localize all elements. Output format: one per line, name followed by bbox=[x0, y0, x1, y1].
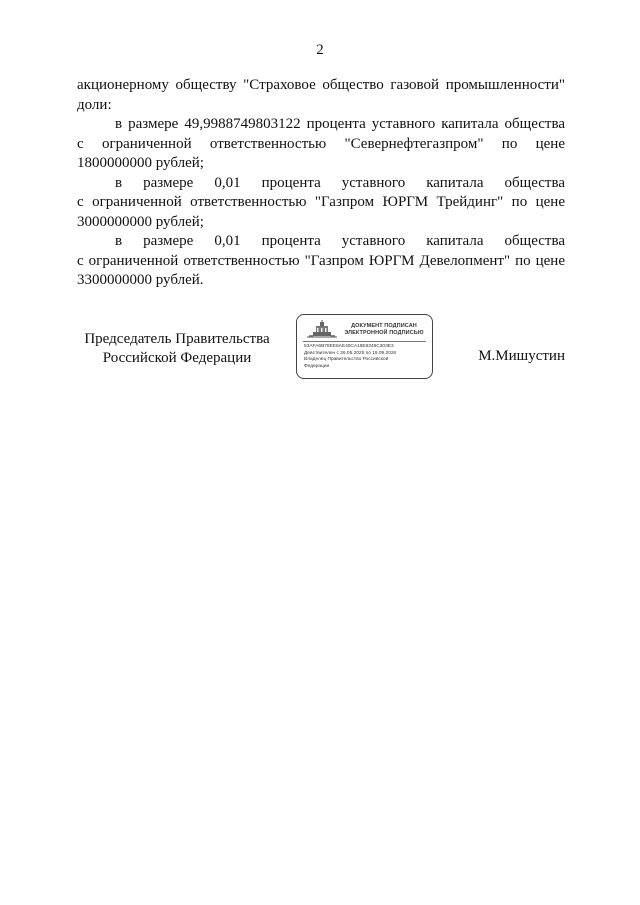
stamp-title bbox=[339, 323, 429, 337]
government-building-icon bbox=[303, 320, 339, 338]
text-line: 3000000000 рублей; bbox=[77, 213, 204, 230]
document-body bbox=[77, 76, 565, 291]
e-signature-stamp bbox=[296, 314, 433, 379]
stamp-certificate: 53AFA6B78EE8AE40CA18E6349C303E3 bbox=[304, 344, 394, 349]
stamp-owner: Федерации bbox=[304, 363, 330, 369]
stamp-title-line: ЭЛЕКТРОННОЙ ПОДПИСЬЮ bbox=[344, 330, 424, 336]
stamp-divider bbox=[303, 341, 426, 342]
signer-position-line: Председатель Правительства bbox=[84, 331, 270, 347]
signer-position-line: Российской Федерации bbox=[102, 350, 252, 366]
stamp-validity: Действителен с 26.05.2025 по 19.09.2026 bbox=[304, 350, 397, 356]
stamp-title-line: ДОКУМЕНТ ПОДПИСАН bbox=[351, 323, 417, 329]
signer-name: М.Мишустин bbox=[478, 348, 565, 364]
text-line: 1800000000 рублей; bbox=[77, 155, 204, 171]
page-number: 2 bbox=[316, 42, 324, 58]
stamp-owner: Владелец Правительство Российской bbox=[304, 357, 389, 363]
text-line: в размере 49,9988749803122 процента уставного капитала общества bbox=[115, 116, 565, 132]
text-line: 3300000000 рублей. bbox=[77, 272, 204, 288]
text-line: доли: bbox=[77, 96, 112, 113]
text-line: в размере 0,01 процента уставного капитала общества bbox=[115, 233, 565, 249]
text-line: с ограниченной ответственностью "Газпром ЮРГМ Трейдинг" по цене bbox=[77, 194, 565, 210]
stamp-details bbox=[304, 344, 426, 370]
text-line: с ограниченной ответственностью "Севернефтегазпром" по цене bbox=[77, 135, 565, 152]
text-line: акционерному обществу "Страховое общество газовой промышленности" bbox=[77, 77, 565, 93]
text-line: с ограниченной ответственностью "Газпром ЮРГМ Девелопмент" по цене bbox=[77, 252, 565, 269]
text-line: в размере 0,01 процента уставного капитала общества bbox=[115, 174, 565, 191]
signer-position bbox=[77, 330, 277, 368]
